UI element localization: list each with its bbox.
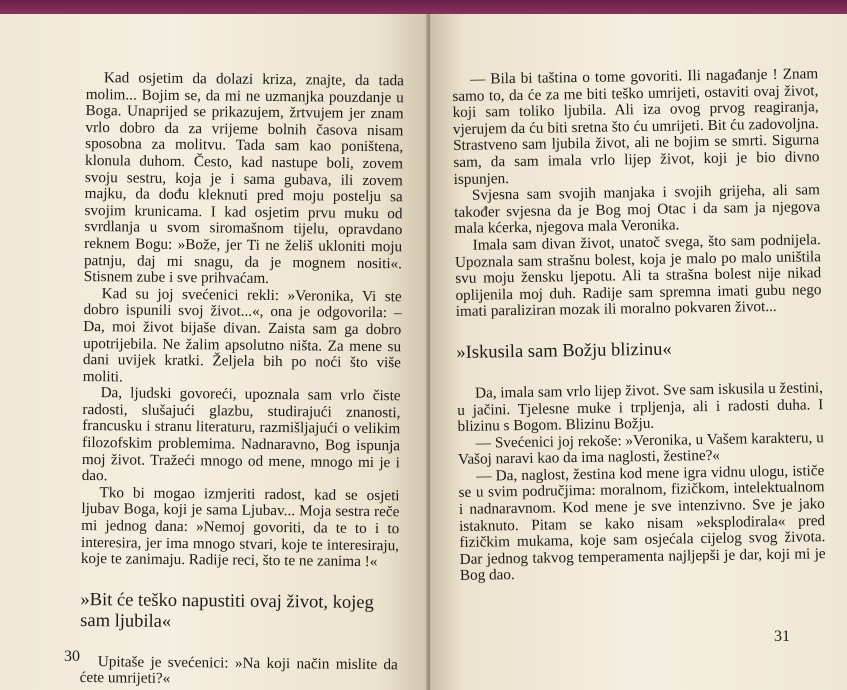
paragraph: Kad osjetim da dolazi kriza, znajte, da tada molim... Bojim se, da mi ne uzmanjka pouzdanje u Boga. Unaprijed se prikazujem, žrtvujem jer znam vrlo dobro da za vrijeme bolnih časova nisam sposobna za molitvu. Tada sam kao poništena, klonula duhom. Često, kad nastupe boli, zovem svoju sestru, koja je i sama gubava, ili zovem majku, da dođu kleknuti pred moju postelju sa svojim krunicama. I kad osjetim prvu muku od svrdlanja u svom siromašnom tijelu, opravdano reknem Bogu: »Bože, jer Ti ne želiš ukloniti moju patnju, daj mi snagu, da je mognem nositi«. Stisnem zube i sve prihvaćam. [83,69,404,288]
paragraph: — Da, naglost, žestina kod mene igra vidnu ulogu, ističe se u svim područjima: moralnom, fizičkom, intelektualnom i nadnaravnom. Kod mene je sve intenzivno. Sve je jako istaknuto. Pitam se kako nisam »eksplodirala« pred fizičkim mukama, koje sam osjećala cijelog svog života. Dar jednog takvog temperamenta najljepši je dar, koji mi je Bog dao. [458,462,826,585]
paragraph: Da, imala sam vrlo lijep život. Sve sam iskusila u žestini, u jačini. Tjelesne muke i trpljenja, ali i radosti duha. I blizinu s Bogom. Blizinu Božju. [457,379,824,436]
left-page [0,14,430,690]
right-page-text [452,66,826,585]
paragraph: Kad su joj svećenici rekli: »Veronika, Vi ste dobro ispunili svoj život...«, ona je odgovorila: – Da, moi život bijaše divan. Zaista sam ga dobro upotrijebila. Ne žalim apsolutno ništa. Za mene su dani uvijek kratki. Željela bih po noći što više moliti. [82,284,402,386]
paragraph: Imala sam divan život, unatoč svega, što sam podnijela. Upoznala sam strašnu bolest, koja je malo po malo uništila svu moju žensku ljepotu. Ali ta strašna bolest nije nikad oplijenila moj duh. Radije sam spremna imati gubu nego imati paraliziran mozak ili moralno pokvaren život... [454,231,822,321]
section-heading: »Bit će teško napustiti ovaj život, kojeg sam ljubila« [80,589,374,632]
paragraph: — Bila bi taština o tome govoriti. Ili nagađanje ! Znam samo to, da će za me biti teško umrijeti, ostaviti ovaj život, koji sam toliko ljubila. Ali iza ovog prvog reagiranja, vjerujem da ću biti sretna što ću umrijeti. Bit ću zadovoljna. Strastveno sam ljubila život, ali ne bojim se smrti. Sigurna sam, da sam imala vrlo lijep život, koji je bio divno ispunjen. [452,65,820,188]
section-heading: »Iskusila sam Božju blizinu« [456,339,672,363]
paragraph: Da, ljudski govoreći, upoznala sam vrlo čiste radosti, slušajući glazbu, studirajući znanosti, francusku i stranu literaturu, razmišljajući o velikim filozofskim problemima. Nadnaravno, Bog ispunja moj život. Tražeći mnogo od mene, mnogo mi je i dao. [81,384,401,485]
paragraph: Svjesna sam svojih manjaka i svojih grijeha, ali sam također svjesna da je Bog moj Otac i da sam ja njegova mala kćerka, njegova mala Veronika. [454,181,821,238]
left-page-text [80,70,404,690]
paragraph: Upitaše je svećenici: »Na koji način mislite da ćete umrijeti?« [79,652,398,688]
right-page [430,14,847,690]
paragraph: Tko bi mogao izmjeriti radost, kad se osjeti ljubav Boga, koji je sama Ljubav... Moja sestra reče mi jednog dana: »Nemoj govoriti, da te to i to interesira, jer ima mnogo stvari, koje te interesiraju, koje te zanimaju. Radije reci, što te ne zanima !« [80,484,400,571]
page-number: 31 [774,628,790,645]
paragraph: — Svećenici joj rekoše: »Veronika, u Vašem karakteru, u Vašoj naravi kao da ima naglosti, žestine?« [457,428,824,469]
page-number: 30 [64,648,80,665]
